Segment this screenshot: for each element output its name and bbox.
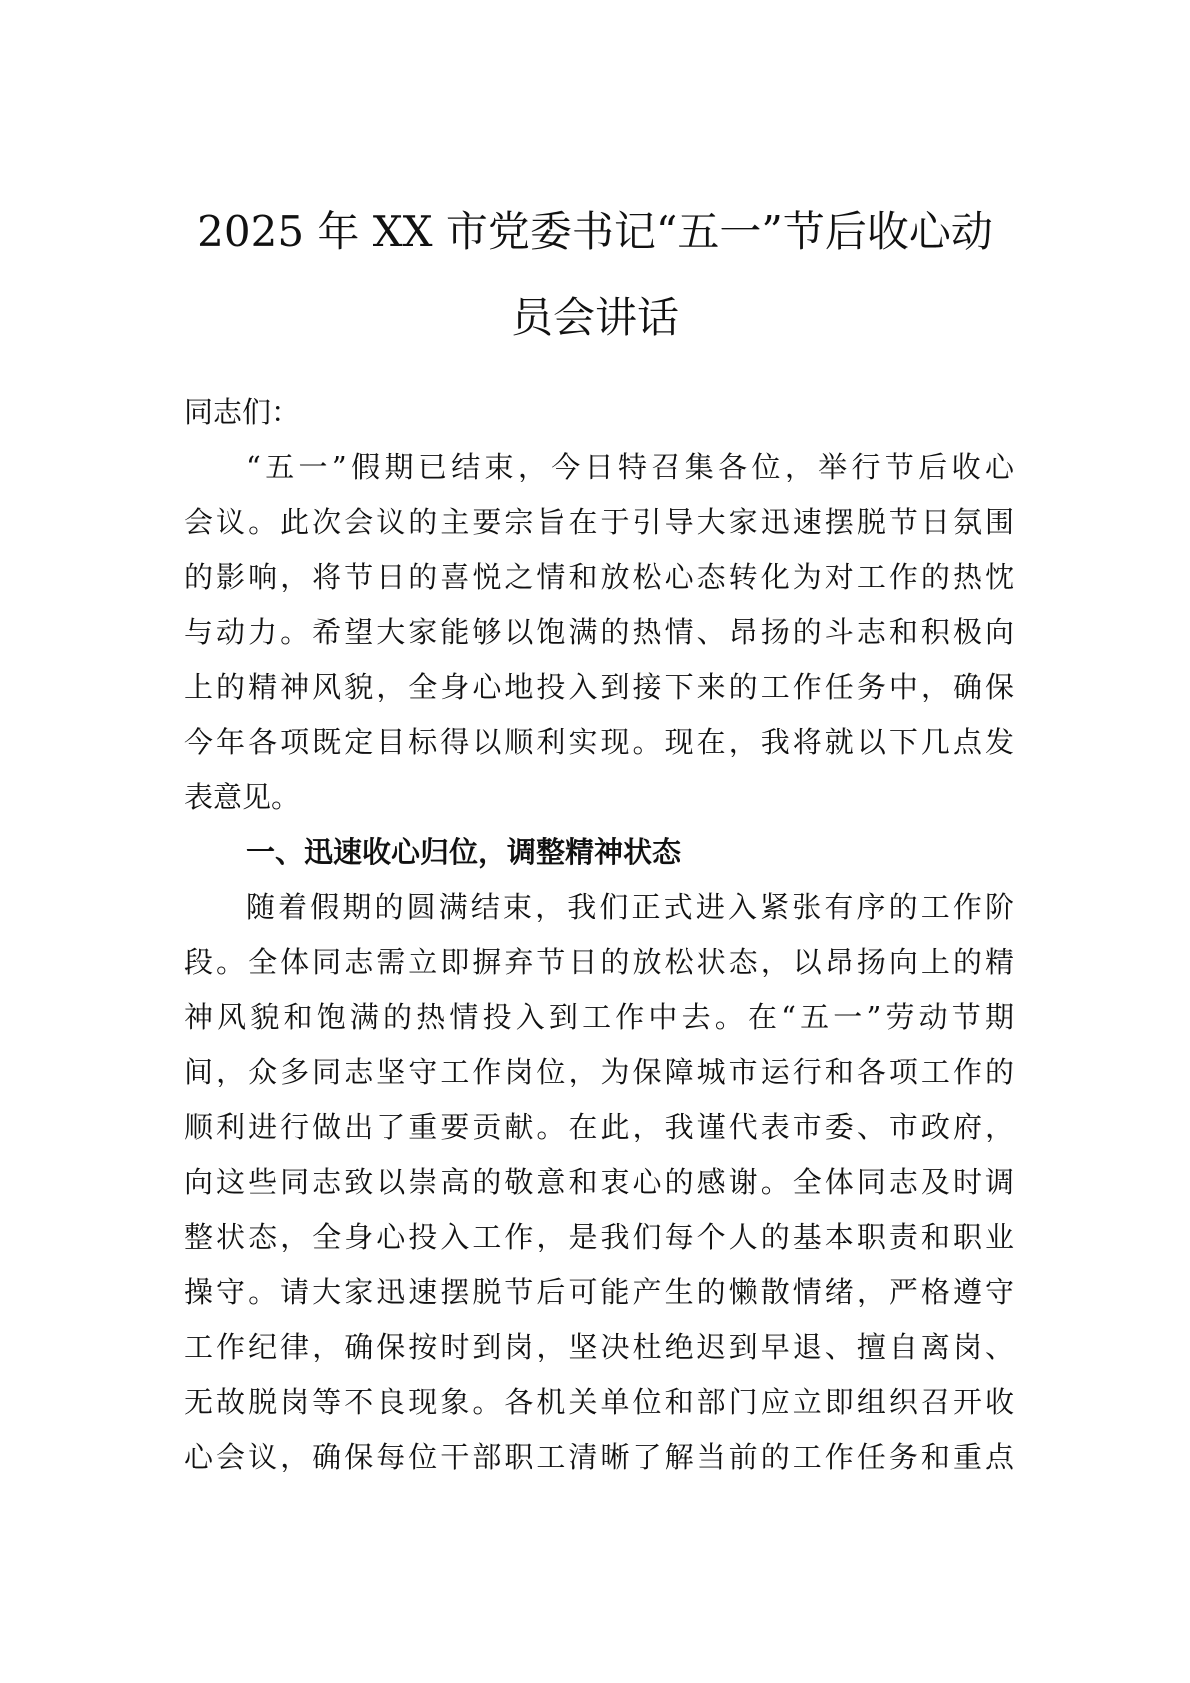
paragraph-2-line: 神风貌和饱满的热情投入到工作中去。在“五一”劳动节期: [184, 1002, 1014, 1032]
paragraph-1-line: 的影响，将节日的喜悦之情和放松心态转化为对工作的热忱: [184, 562, 1014, 592]
document-title-line-2: 员会讲话: [510, 293, 679, 342]
paragraph-2-line: 向这些同志致以崇高的敬意和衷心的感谢。全体同志及时调: [184, 1167, 1014, 1197]
paragraph-2-line: 工作纪律，确保按时到岗，坚决杜绝迟到早退、擅自离岗、: [184, 1332, 1014, 1362]
paragraph-1-line: 会议。此次会议的主要宗旨在于引导大家迅速摆脱节日氛围: [184, 507, 1014, 537]
paragraph-2-line: 段。全体同志需立即摒弃节日的放松状态，以昂扬向上的精: [184, 947, 1014, 977]
paragraph-2-line: 随着假期的圆满结束，我们正式进入紧张有序的工作阶: [246, 892, 1014, 922]
paragraph-1-line: 今年各项既定目标得以顺利实现。现在，我将就以下几点发: [184, 727, 1014, 757]
paragraph-1-line: 与动力。希望大家能够以饱满的热情、昂扬的斗志和积极向: [184, 617, 1014, 647]
paragraph-2-line: 间，众多同志坚守工作岗位，为保障城市运行和各项工作的: [184, 1057, 1014, 1087]
salutation: 同志们：: [184, 397, 301, 427]
section-heading: 一、迅速收心归位，调整精神状态: [246, 835, 682, 869]
paragraph-1-line: 上的精神风貌，全身心地投入到接下来的工作任务中，确保: [184, 672, 1014, 702]
document-title-line-1: 2025 年 XX 市党委书记“五一”节后收心动: [197, 207, 993, 256]
paragraph-2-line: 顺利进行做出了重要贡献。在此，我谨代表市委、市政府，: [184, 1112, 1014, 1142]
paragraph-1-line: 表意见。: [184, 782, 301, 812]
paragraph-2-line: 操守。请大家迅速摆脱节后可能产生的懒散情绪，严格遵守: [184, 1277, 1014, 1307]
paragraph-1-line: “五一”假期已结束，今日特召集各位，举行节后收心: [246, 452, 1014, 482]
paragraph-2-line: 心会议，确保每位干部职工清晰了解当前的工作任务和重点: [184, 1442, 1014, 1472]
paragraph-2-line: 无故脱岗等不良现象。各机关单位和部门应立即组织召开收: [184, 1387, 1014, 1417]
paragraph-2-line: 整状态，全身心投入工作，是我们每个人的基本职责和职业: [184, 1222, 1014, 1252]
